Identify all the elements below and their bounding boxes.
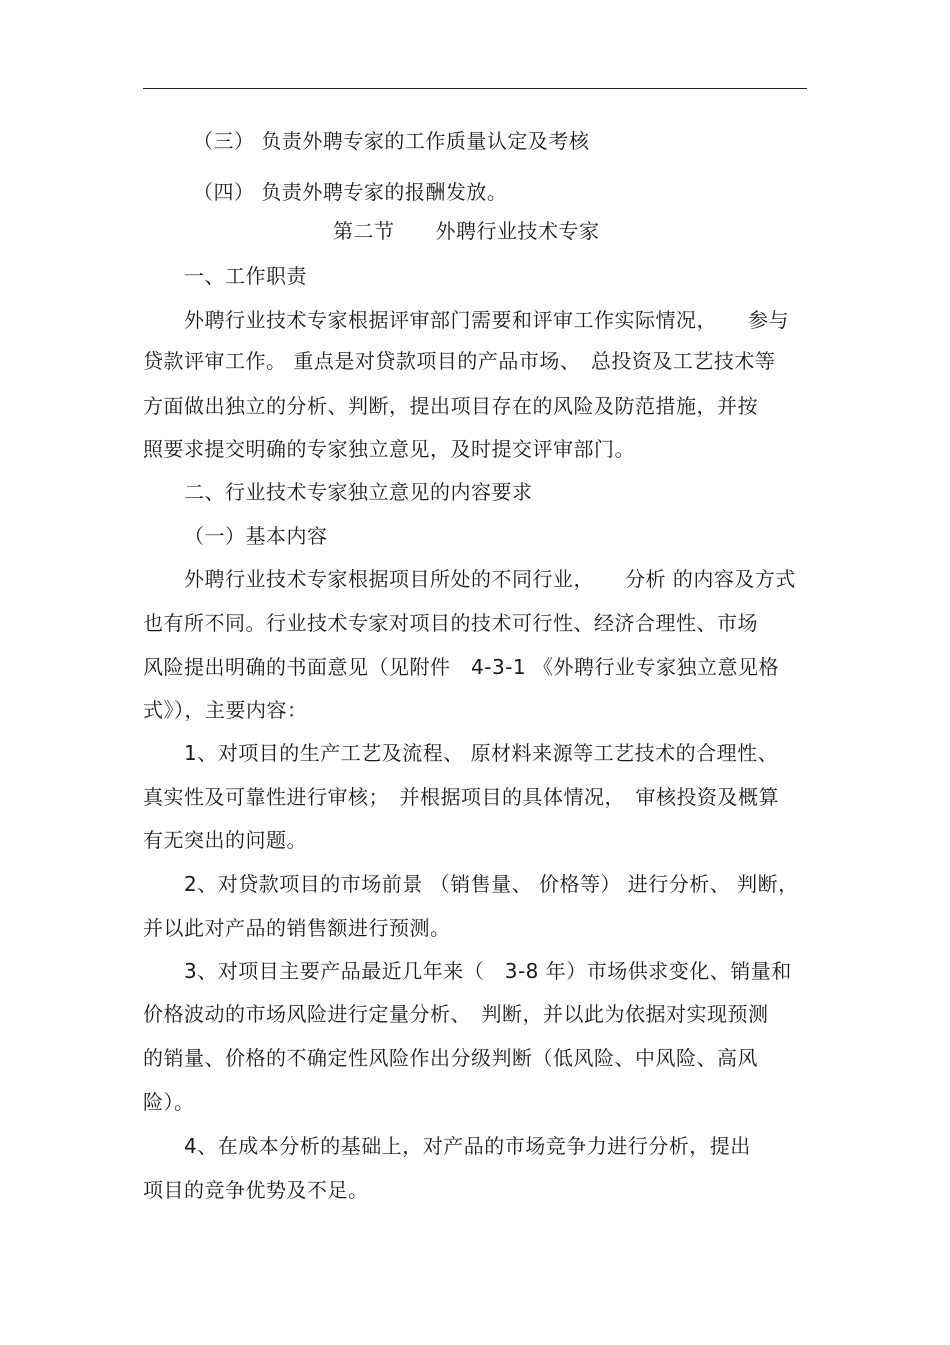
list-item-2-cont: 并以此对产品的销售额进行预测。: [143, 916, 451, 940]
paragraph-line: 也有所不同。行业技术专家对项目的技术可行性、经济合理性、市场: [143, 611, 758, 635]
item-four: （四） 负责外聘专家的报酬发放。: [193, 180, 508, 204]
header-rule: [143, 88, 807, 89]
paragraph-line: 风险提出明确的书面意见（见附件 4-3-1 《外聘行业专家独立意见格: [143, 655, 779, 679]
paragraph-line: 外聘行业技术专家根据项目所处的不同行业， 分析 的内容及方式: [184, 567, 796, 591]
heading-work-duties: 一、工作职责: [184, 264, 307, 288]
paragraph-line: 贷款评审工作。 重点是对贷款项目的产品市场、 总投资及工艺技术等: [143, 349, 776, 373]
list-item-1-cont: 有无突出的问题。: [143, 828, 307, 852]
paragraph-line: 方面做出独立的分析、判断，提出项目存在的风险及防范措施，并按: [143, 394, 758, 418]
list-item-3-cont: 险）。: [143, 1090, 195, 1114]
subheading-basic-content: （一）基本内容: [184, 524, 328, 548]
list-item-3-cont: 价格波动的市场风险进行定量分析、 判断，并以此为依据对实现预测: [143, 1002, 769, 1026]
paragraph-line: 式》），主要内容：: [143, 698, 308, 722]
paragraph-line: 照要求提交明确的专家独立意见，及时提交评审部门。: [143, 437, 635, 461]
heading-content-requirements: 二、行业技术专家独立意见的内容要求: [184, 480, 533, 504]
list-item-3: 3、对项目主要产品最近几年来（ 3-8 年）市场供求变化、销量和: [184, 959, 792, 983]
item-three: （三） 负责外聘专家的工作质量认定及考核: [193, 129, 590, 153]
section-title: 第二节 外聘行业技术专家: [333, 219, 600, 243]
list-item-4-cont: 项目的竞争优势及不足。: [143, 1178, 369, 1202]
list-item-1-cont: 真实性及可靠性进行审核； 并根据项目的具体情况， 审核投资及概算: [143, 785, 779, 809]
paragraph-line: 外聘行业技术专家根据评审部门需要和评审工作实际情况， 参与: [184, 308, 789, 332]
list-item-3-cont: 的销量、价格的不确定性风险作出分级判断（低风险、中风险、高风: [143, 1046, 758, 1070]
list-item-1: 1、对项目的生产工艺及流程、 原材料来源等工艺技术的合理性、: [184, 741, 779, 765]
list-item-2: 2、对贷款项目的市场前景 （销售量、 价格等） 进行分析、 判断，: [184, 872, 799, 896]
list-item-4: 4、在成本分析的基础上，对产品的市场竞争力进行分析，提出: [184, 1134, 751, 1158]
